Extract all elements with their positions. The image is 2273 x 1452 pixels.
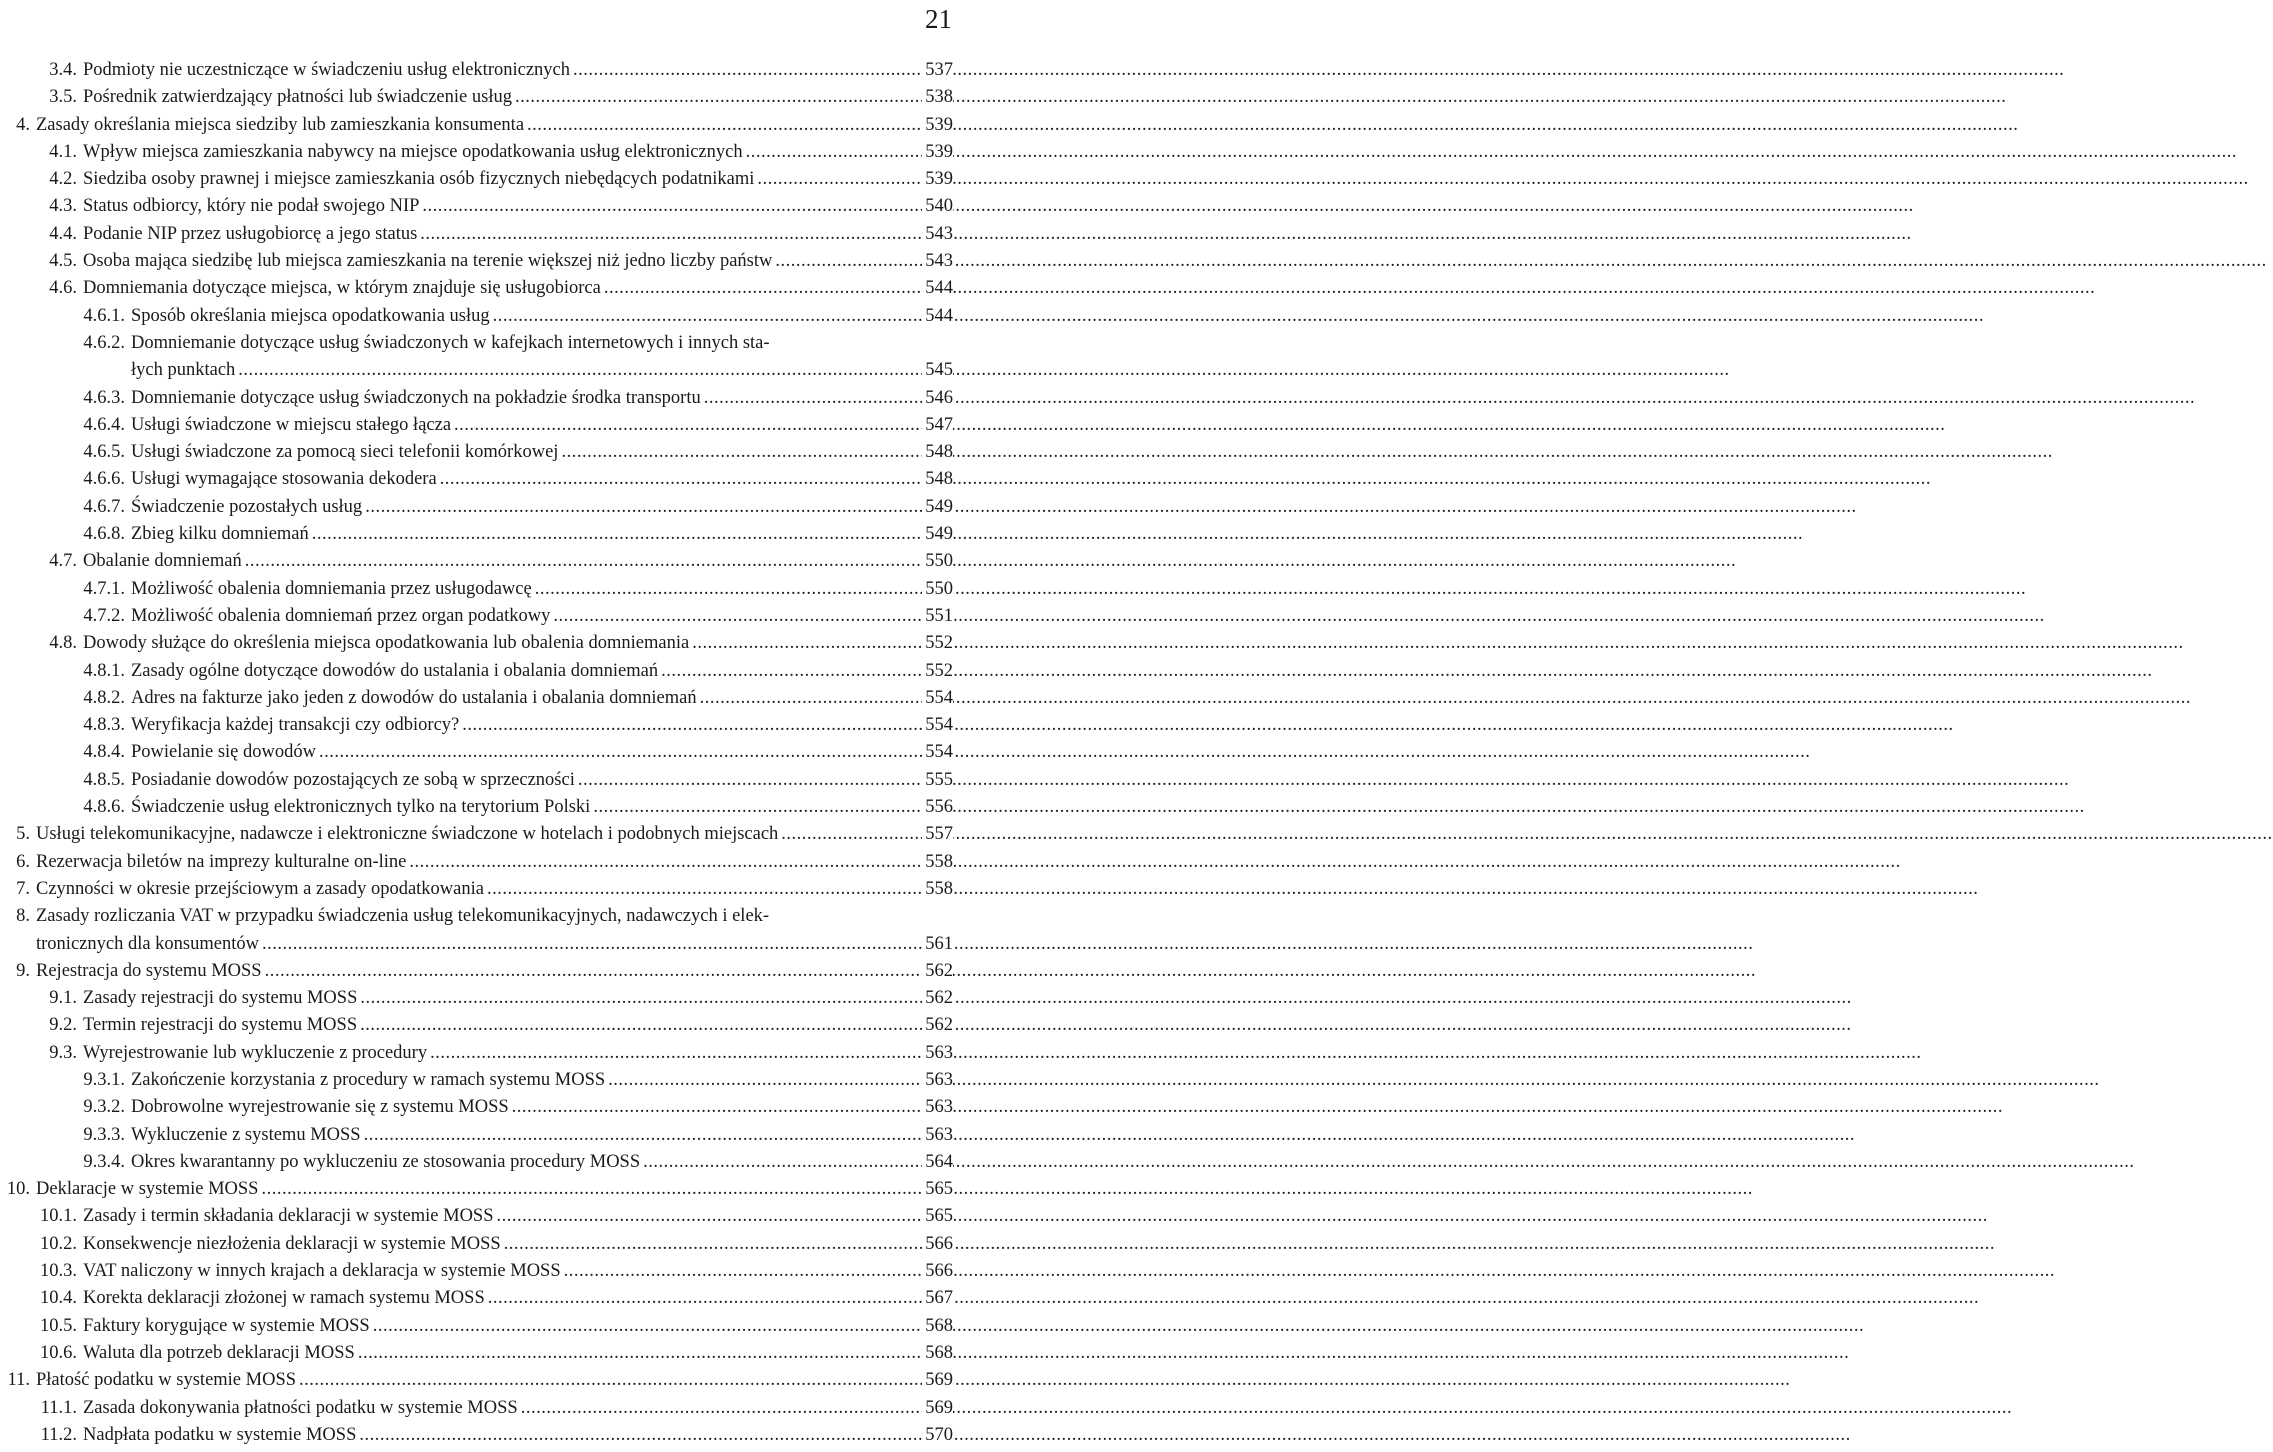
toc-entry-number: 10.6.	[40, 1342, 77, 1363]
toc-entry-page: 548	[922, 466, 953, 493]
toc-entry	[0, 658, 960, 685]
toc-entry-title: Wykluczenie z systemu MOSS	[131, 1122, 364, 1149]
dot-leader	[604, 275, 922, 302]
toc-entry-title: Czynności w okresie przejściowym a zasady opodatkowania	[36, 876, 487, 903]
dot-leader	[493, 303, 923, 330]
toc-entry	[0, 521, 960, 548]
toc-entry-number: 4.6.3.	[83, 387, 125, 408]
toc-entry-number: 4.6.5.	[83, 442, 125, 463]
toc-entry-number: 4.8.6.	[83, 797, 125, 818]
toc-entry-title: Rezerwacja biletów na imprezy kulturalne on-line	[36, 849, 409, 876]
toc-entry-number: 9.3.2.	[83, 1097, 125, 1118]
dot-leader	[781, 821, 922, 848]
toc-entry	[0, 903, 960, 958]
dot-leader	[661, 658, 922, 685]
toc-entry-page: 550	[922, 548, 953, 575]
toc-entry-number: 9.1.	[49, 988, 77, 1009]
toc-entry	[0, 112, 960, 139]
toc-entry-title: Siedziba osoby prawnej i miejsce zamieszkania osób fizycznych niebędących podatnikami	[83, 166, 757, 193]
toc-entry-page: 568	[922, 1313, 953, 1340]
dot-leader	[757, 166, 922, 193]
toc-entry-title: Podanie NIP przez usługobiorcę a jego status	[83, 221, 420, 248]
toc-entry-page: 556	[922, 794, 953, 821]
toc-entry-title: Zasady rozliczania VAT w przypadku świadczenia usług telekomunikacyjnych, nadawczych i elek-	[36, 906, 770, 927]
toc-entry-number: 6.	[16, 851, 30, 872]
dot-leader	[561, 439, 922, 466]
toc-entry-title-continued: tronicznych dla konsumentów	[36, 931, 262, 958]
toc-entry-number: 4.6.2.	[83, 332, 125, 353]
dot-leader	[261, 1176, 922, 1203]
toc-entry-title: Zakończenie korzystania z procedury w ramach systemu MOSS	[131, 1067, 608, 1094]
toc-entry-title: Usługi świadczone w miejscu stałego łącza	[131, 412, 454, 439]
toc-entry	[0, 494, 960, 521]
toc-entry	[0, 1176, 960, 1203]
dot-leader	[440, 466, 923, 493]
toc-entry	[0, 1367, 960, 1394]
dot-leader	[462, 712, 922, 739]
toc-entry-number: 9.3.4.	[83, 1151, 125, 1172]
toc-entry-page: 549	[922, 521, 953, 548]
toc-entry	[0, 739, 960, 766]
dot-leader	[422, 193, 922, 220]
toc-entry	[0, 1395, 960, 1422]
toc-entry-title: Zasady rejestracji do systemu MOSS	[83, 985, 360, 1012]
toc-entry-page: 562	[922, 1012, 953, 1039]
toc-entry	[0, 385, 960, 412]
toc-entry-page: 569	[922, 1395, 953, 1422]
toc-entry	[0, 1422, 960, 1449]
toc-entry-title: Możliwość obalenia domniemań przez organ podatkowy	[131, 603, 553, 630]
toc-entry	[0, 1258, 960, 1285]
dot-leader	[409, 849, 922, 876]
toc-entry-page: 550	[922, 576, 953, 603]
toc-entry-title: Dobrowolne wyrejestrowanie się z systemu MOSS	[131, 1094, 512, 1121]
toc-entry-number: 4.6.	[49, 278, 77, 299]
dot-leader	[373, 1313, 923, 1340]
toc-entry-title: Korekta deklaracji złożonej w ramach systemu MOSS	[83, 1285, 488, 1312]
toc-entry-number: 4.8.2.	[83, 687, 125, 708]
toc-entry-number: 5.	[16, 824, 30, 845]
toc-entry-number: 9.2.	[49, 1015, 77, 1036]
toc-entry-number: 11.1.	[40, 1397, 77, 1418]
toc-entry-title: Płatość podatku w systemie MOSS	[36, 1367, 299, 1394]
toc-entry-page: 543	[922, 248, 953, 275]
dot-leader	[358, 1340, 922, 1367]
toc-entry-page: 563	[922, 1067, 953, 1094]
table-of-contents	[0, 57, 960, 1449]
dot-leader	[312, 521, 922, 548]
dot-leader	[488, 1285, 923, 1312]
toc-entry	[0, 958, 960, 985]
toc-entry-title: Okres kwarantanny po wykluczeniu ze stosowania procedury MOSS	[131, 1149, 643, 1176]
toc-entry-number: 10.2.	[40, 1233, 77, 1254]
toc-entry-page: 563	[922, 1040, 953, 1067]
toc-entry	[0, 1285, 960, 1312]
toc-entry-page: 539	[922, 112, 953, 139]
dot-leader	[262, 931, 922, 958]
toc-entry-number: 4.6.8.	[83, 524, 125, 545]
toc-entry-number: 7.	[16, 878, 30, 899]
dot-leader	[364, 1122, 923, 1149]
toc-entry	[0, 1012, 960, 1039]
toc-entry-page: 563	[922, 1122, 953, 1149]
toc-entry-title: Deklaracje w systemie MOSS	[36, 1176, 261, 1203]
toc-entry	[0, 303, 960, 330]
toc-entry	[0, 849, 960, 876]
toc-entry	[0, 193, 960, 220]
toc-entry-title: Adres na fakturze jako jeden z dowodów do ustalania i obalania domniemań	[131, 685, 700, 712]
toc-entry-number: 10.	[6, 1179, 30, 1200]
toc-entry-title: Sposób określania miejsca opodatkowania usług	[131, 303, 493, 330]
toc-entry-page: 549	[922, 494, 953, 521]
toc-entry-title: Zasada dokonywania płatności podatku w systemie MOSS	[83, 1395, 521, 1422]
toc-entry	[0, 84, 960, 111]
toc-entry	[0, 712, 960, 739]
dot-leader	[643, 1149, 922, 1176]
toc-entry-number: 3.5.	[49, 87, 77, 108]
toc-entry	[0, 1094, 960, 1121]
toc-entry-title: Konsekwencje niezłożenia deklaracji w systemie MOSS	[83, 1231, 504, 1258]
toc-entry-title: Status odbiorcy, który nie podał swojego NIP	[83, 193, 422, 220]
toc-entry-page: 546	[922, 385, 953, 412]
toc-entry-page: 554	[922, 739, 953, 766]
toc-entry-title: Wpływ miejsca zamieszkania nabywcy na miejsce opodatkowania usług elektronicznych	[83, 139, 746, 166]
toc-entry-title: Możliwość obalenia domniemania przez usługodawcę	[131, 576, 535, 603]
toc-entry-title: Zbieg kilku domniemań	[131, 521, 312, 548]
toc-entry-title: Pośrednik zatwierdzający płatności lub świadczenie usług	[83, 84, 515, 111]
toc-entry-title: Zasady i termin składania deklaracji w systemie MOSS	[83, 1203, 497, 1230]
toc-entry	[0, 221, 960, 248]
dot-leader	[608, 1067, 922, 1094]
dot-leader	[360, 1012, 922, 1039]
toc-entry	[0, 876, 960, 903]
toc-entry-title: Termin rejestracji do systemu MOSS	[83, 1012, 360, 1039]
toc-entry-page: 565	[922, 1176, 953, 1203]
toc-entry	[0, 412, 960, 439]
toc-entry-page: 562	[922, 985, 953, 1012]
toc-entry-page: 554	[922, 685, 953, 712]
toc-entry-page: 540	[922, 193, 953, 220]
toc-entry-number: 4.6.7.	[83, 496, 125, 517]
dot-leader	[593, 794, 922, 821]
toc-entry	[0, 57, 960, 84]
toc-entry-page: 561	[922, 931, 953, 958]
dot-leader	[564, 1258, 923, 1285]
toc-entry-number: 4.8.1.	[83, 660, 125, 681]
dot-leader	[553, 603, 922, 630]
toc-entry-page: 538	[922, 84, 953, 111]
dot-leader	[515, 84, 922, 111]
toc-entry-page: 563	[922, 1094, 953, 1121]
toc-entry-number: 4.6.4.	[83, 414, 125, 435]
toc-entry	[0, 275, 960, 302]
toc-entry-title: Dowody służące do określenia miejsca opodatkowania lub obalenia domniemania	[83, 630, 692, 657]
toc-entry	[0, 1067, 960, 1094]
toc-entry	[0, 794, 960, 821]
toc-entry-page: 544	[922, 275, 953, 302]
toc-entry-number: 4.7.	[49, 551, 77, 572]
toc-entry	[0, 166, 960, 193]
toc-entry	[0, 1313, 960, 1340]
toc-entry-page: 570	[922, 1422, 953, 1449]
toc-entry-title: Podmioty nie uczestniczące w świadczeniu usług elektronicznych	[83, 57, 573, 84]
toc-entry-number: 9.3.	[49, 1042, 77, 1063]
toc-entry-title-continued: łych punktach	[131, 357, 238, 384]
toc-entry-page: 552	[922, 630, 953, 657]
toc-entry-number: 10.4.	[40, 1288, 77, 1309]
toc-entry-title: Powielanie się dowodów	[131, 739, 319, 766]
toc-entry-page: 554	[922, 712, 953, 739]
toc-entry-title: Zasady określania miejsca siedziby lub zamieszkania konsumenta	[36, 112, 527, 139]
toc-entry	[0, 603, 960, 630]
toc-entry-page: 539	[922, 166, 953, 193]
toc-entry-page: 548	[922, 439, 953, 466]
toc-entry-number: 4.7.2.	[83, 605, 125, 626]
toc-entry	[0, 548, 960, 575]
toc-entry-page: 558	[922, 849, 953, 876]
toc-entry-number: 4.8.5.	[83, 769, 125, 790]
toc-entry-page: 539	[922, 139, 953, 166]
toc-entry-page: 567	[922, 1285, 953, 1312]
dot-leader	[704, 385, 923, 412]
toc-entry-number: 4.1.	[49, 141, 77, 162]
dot-leader	[430, 1040, 922, 1067]
toc-entry-page: 562	[922, 958, 953, 985]
toc-entry-page: 543	[922, 221, 953, 248]
toc-entry-title: Posiadanie dowodów pozostających ze sobą w sprzeczności	[131, 767, 578, 794]
toc-entry-title: Usługi świadczone za pomocą sieci telefonii komórkowej	[131, 439, 561, 466]
toc-entry-number: 4.2.	[49, 169, 77, 190]
toc-entry-number: 10.1.	[40, 1206, 77, 1227]
toc-entry-title: Faktury korygujące w systemie MOSS	[83, 1313, 373, 1340]
toc-entry-title: Usługi wymagające stosowania dekodera	[131, 466, 440, 493]
toc-entry-page: 558	[922, 876, 953, 903]
toc-entry-number: 11.2.	[40, 1424, 77, 1445]
toc-entry-number: 10.5.	[40, 1315, 77, 1336]
dot-leader	[504, 1231, 923, 1258]
toc-entry-number: 8.	[16, 906, 30, 927]
toc-entry-page: 545	[922, 357, 953, 384]
toc-entry-number: 4.5.	[49, 251, 77, 272]
dot-leader	[365, 494, 922, 521]
toc-entry-page: 564	[922, 1149, 953, 1176]
dot-leader	[746, 139, 923, 166]
page-number: 21	[925, 4, 952, 34]
toc-entry-page: 555	[922, 767, 953, 794]
dot-leader	[527, 112, 922, 139]
toc-entry-page: 569	[922, 1367, 953, 1394]
toc-entry-page: 551	[922, 603, 953, 630]
toc-entry-page: 547	[922, 412, 953, 439]
toc-entry	[0, 1203, 960, 1230]
dot-leader	[299, 1367, 922, 1394]
toc-entry-number: 3.4.	[49, 60, 77, 80]
toc-entry	[0, 248, 960, 275]
toc-entry	[0, 330, 960, 385]
toc-entry-number: 4.7.1.	[83, 578, 125, 599]
toc-entry-page: 537	[922, 57, 953, 84]
dot-leader	[454, 412, 922, 439]
toc-entry-title: Świadczenie pozostałych usług	[131, 494, 365, 521]
toc-entry-number: 11.	[7, 1370, 30, 1391]
toc-entry	[0, 1122, 960, 1149]
toc-entry-page: 566	[922, 1258, 953, 1285]
dot-leader	[245, 548, 923, 575]
toc-entry	[0, 1231, 960, 1258]
toc-entry-page: 565	[922, 1203, 953, 1230]
dot-leader	[319, 739, 922, 766]
toc-entry-number: 10.3.	[40, 1261, 77, 1282]
toc-entry-number: 9.3.3.	[83, 1124, 125, 1145]
toc-entry-title: Obalanie domniemań	[83, 548, 245, 575]
toc-entry-title: VAT naliczony w innych krajach a deklaracja w systemie MOSS	[83, 1258, 564, 1285]
toc-entry-page: 544	[922, 303, 953, 330]
toc-entry-title: Usługi telekomunikacyjne, nadawcze i elektroniczne świadczone w hotelach i podobnych miejscach	[36, 821, 781, 848]
dot-leader	[420, 221, 922, 248]
dot-leader	[359, 1422, 922, 1449]
dot-leader	[360, 985, 922, 1012]
toc-entry	[0, 139, 960, 166]
toc-entry-number: 4.8.	[49, 633, 77, 654]
toc-entry	[0, 439, 960, 466]
toc-entry	[0, 630, 960, 657]
dot-leader	[487, 876, 922, 903]
dot-leader	[692, 630, 922, 657]
dot-leader	[497, 1203, 923, 1230]
toc-entry-number: 4.8.4.	[83, 742, 125, 763]
toc-entry	[0, 1040, 960, 1067]
toc-entry-number: 4.6.1.	[83, 305, 125, 326]
dot-leader	[512, 1094, 923, 1121]
toc-entry	[0, 767, 960, 794]
dot-leader	[578, 767, 922, 794]
toc-entry-title: Zasady ogólne dotyczące dowodów do ustalania i obalania domniemań	[131, 658, 661, 685]
toc-entry-number: 4.	[16, 114, 30, 135]
toc-entry-page: 557	[922, 821, 953, 848]
dot-leader	[700, 685, 923, 712]
dot-leader	[265, 958, 923, 985]
toc-entry-title: Waluta dla potrzeb deklaracji MOSS	[83, 1340, 358, 1367]
toc-entry-number: 9.	[16, 960, 30, 981]
toc-entry-title: Osoba mająca siedzibę lub miejsca zamieszkania na terenie większej niż jedno liczby państw	[83, 248, 775, 275]
toc-entry-number: 4.6.6.	[83, 469, 125, 490]
dot-leader	[775, 248, 922, 275]
toc-entry-page: 568	[922, 1340, 953, 1367]
toc-entry-number: 4.3.	[49, 196, 77, 217]
toc-entry	[0, 1340, 960, 1367]
toc-entry-number: 9.3.1.	[83, 1069, 125, 1090]
toc-entry	[0, 466, 960, 493]
toc-entry-title: Nadpłata podatku w systemie MOSS	[83, 1422, 359, 1449]
toc-entry-title: Świadczenie usług elektronicznych tylko na terytorium Polski	[131, 794, 593, 821]
toc-entry-page: 552	[922, 658, 953, 685]
toc-entry-number: 4.8.3.	[83, 715, 125, 736]
dot-leader	[535, 576, 923, 603]
toc-entry-title: Weryfikacja każdej transakcji czy odbiorcy?	[131, 712, 462, 739]
toc-entry-title: Domniemania dotyczące miejsca, w którym znajduje się usługobiorca	[83, 275, 604, 302]
toc-entry	[0, 685, 960, 712]
toc-entry	[0, 576, 960, 603]
toc-entry-title: Domniemanie dotyczące usług świadczonych na pokładzie środka transportu	[131, 385, 704, 412]
toc-entry	[0, 1149, 960, 1176]
toc-entry	[0, 821, 960, 848]
toc-entry-title: Wyrejestrowanie lub wykluczenie z procedury	[83, 1040, 430, 1067]
toc-entry-page: 566	[922, 1231, 953, 1258]
dot-leader	[521, 1395, 923, 1422]
toc-entry-title: Domniemanie dotyczące usług świadczonych w kafejkach internetowych i innych sta-	[131, 332, 770, 353]
toc-entry	[0, 985, 960, 1012]
dot-leader	[573, 57, 922, 84]
toc-entry-title: Rejestracja do systemu MOSS	[36, 958, 265, 985]
dot-leader	[238, 357, 922, 384]
toc-entry-number: 4.4.	[49, 223, 77, 244]
